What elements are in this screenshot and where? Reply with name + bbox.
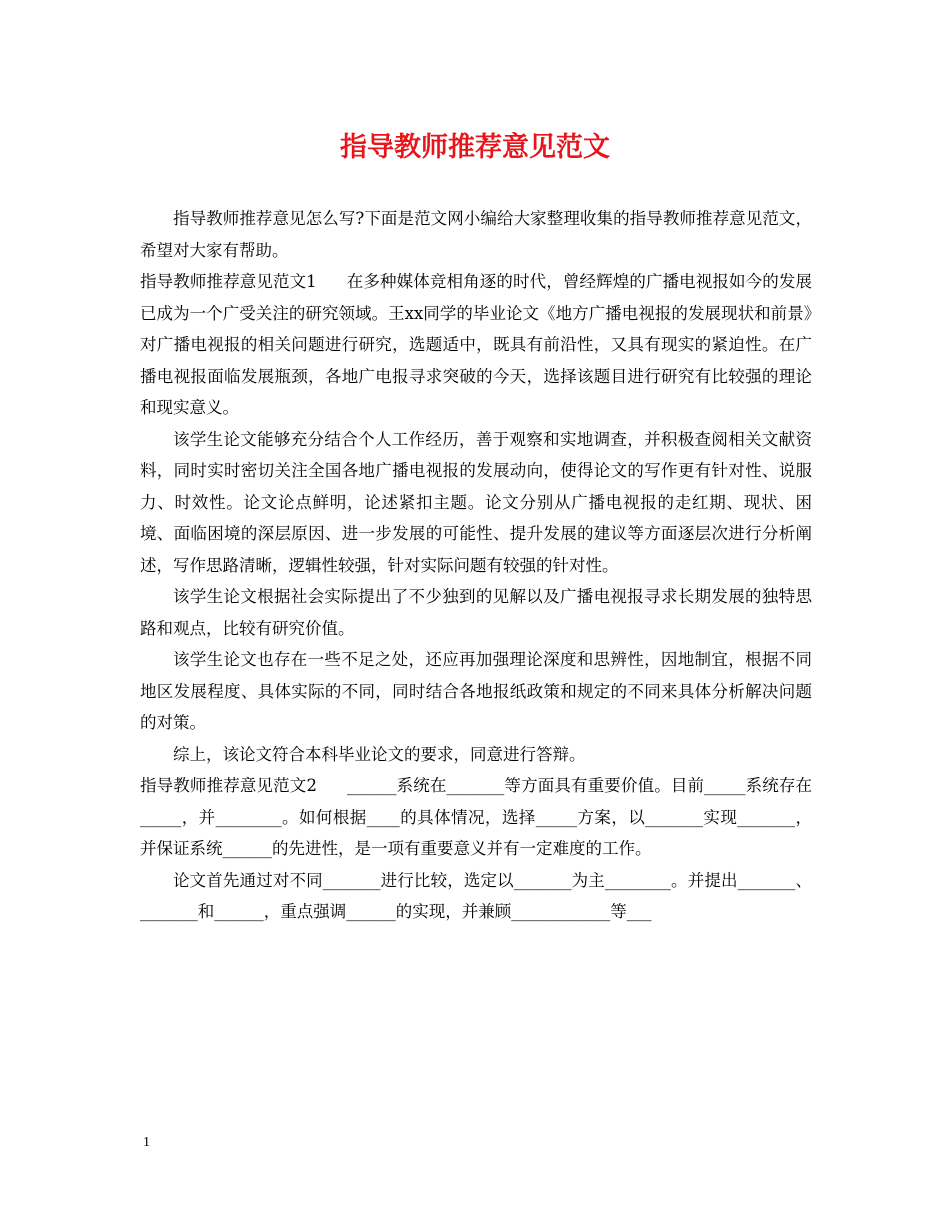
body-paragraph: 论文首先通过对不同_______进行比较，选定以_______为主________。并提出_______、_______和______，重点强调______的实现，并兼顾____________等___ <box>140 870 812 921</box>
conclusion-paragraph: 综上，该论文符合本科毕业论文的要求，同意进行答辩。 <box>173 744 586 764</box>
body-paragraph: 该学生论文根据社会实际提出了不少独到的见解以及广播电视报寻求长期发展的独特思路和观点，比较有研究价值。 <box>140 587 812 638</box>
sample-1-heading: 指导教师推荐意见范文1 <box>140 272 317 291</box>
document-body <box>140 203 812 928</box>
sample-2-text: ______系统在_______等方面具有重要价值。目前_____系统存在_____，并________。如何根据____的具体情况，选择_____方案，以_______实现_______，并保证系统______的先进性，是一项有重要意义并有一定难度的工作。 <box>140 776 813 858</box>
page-number: 1 <box>143 1135 150 1150</box>
sample-1-text: 在多种媒体竞相角逐的时代，曾经辉煌的广播电视报如今的发展已成为一个广受关注的研究领域。王xx同学的毕业论文《地方广播电视报的发展现状和前景》对广播电视报的相关问题进行研究，选题适中，既具有前沿性，又具有现实的紧迫性。在广播电视报面临发展瓶颈，各地广电报寻求突破的今天，选择该题目进行研究有比较强的理论和现实意义。 <box>140 272 813 417</box>
document-title: 指导教师推荐意见范文 <box>340 132 610 163</box>
intro-paragraph: 指导教师推荐意见怎么写?下面是范文网小编给大家整理收集的指导教师推荐意见范文，希望对大家有帮助。 <box>140 209 812 260</box>
body-paragraph: 该学生论文也存在一些不足之处，还应再加强理论深度和思辨性，因地制宜，根据不同地区发展程度、具体实际的不同，同时结合各地报纸政策和规定的不同来具体分析解决问题的对策。 <box>140 650 812 732</box>
sample-1-paragraph <box>140 266 812 424</box>
sample-2-paragraph <box>140 770 812 865</box>
sample-2-heading: 指导教师推荐意见范文2 <box>140 776 317 795</box>
body-paragraph: 该学生论文能够充分结合个人工作经历，善于观察和实地调查，并积极查阅相关文献资料，同时实时密切关注全国各地广播电视报的发展动向，使得论文的写作更有针对性、说服力、时效性。论文论点鲜明，论述紧扣主题。论文分别从广播电视报的走红期、现状、困境、面临困境的深层原因、进一步发展的可能性、提升发展的建议等方面逐层次进行分析阐述，写作思路清晰，逻辑性较强，针对实际问题有较强的针对性。 <box>140 429 812 575</box>
